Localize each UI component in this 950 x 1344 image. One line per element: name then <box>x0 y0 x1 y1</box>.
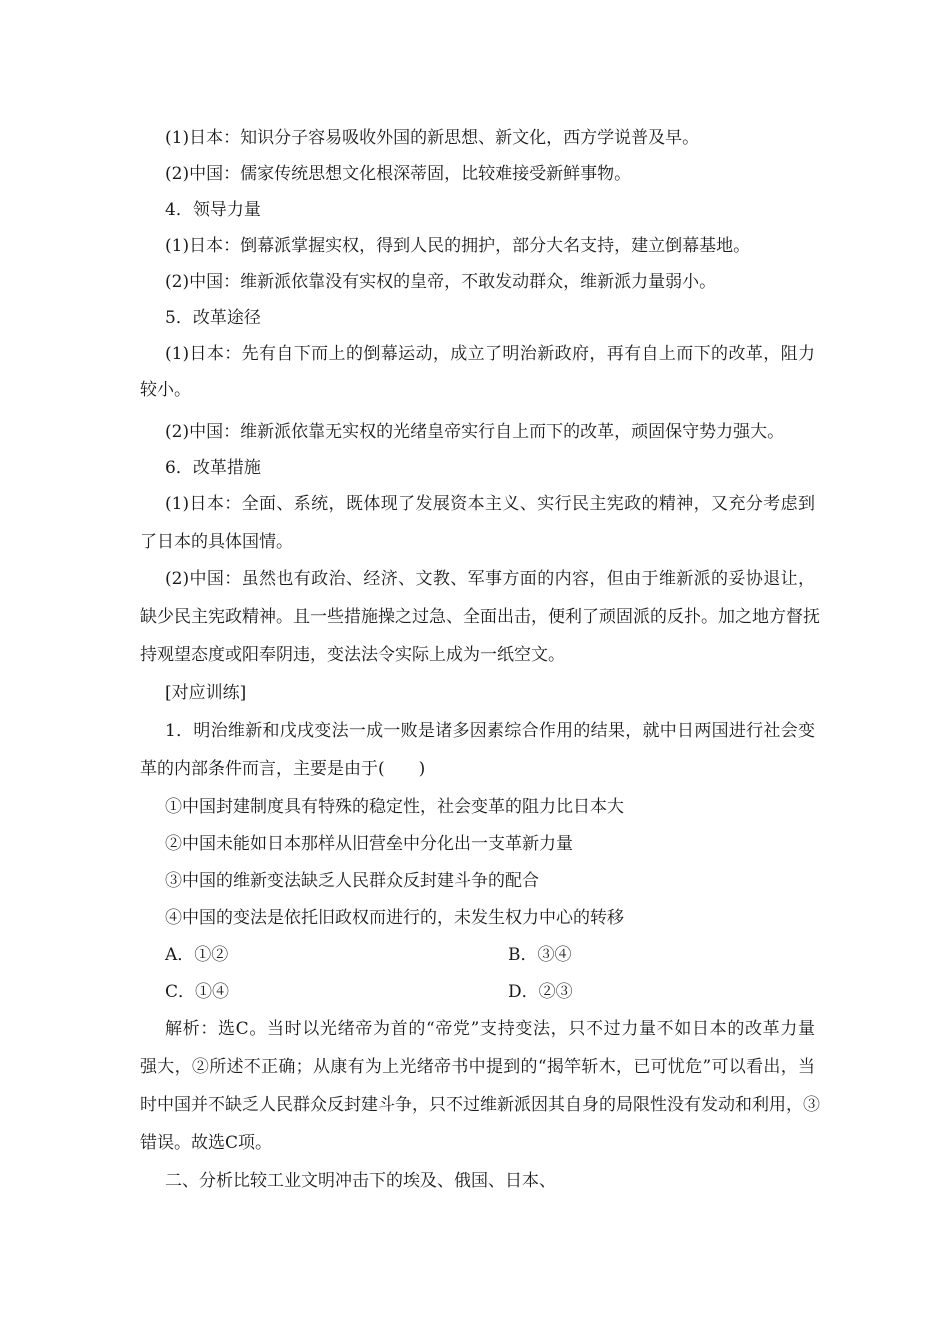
option-c: C．①④ <box>165 982 230 1002</box>
option-a: A．①② <box>165 945 229 965</box>
question-statement-2: ②中国未能如日本那样从旧营垒中分化出一支革新力量 <box>165 834 573 854</box>
paragraph-japan-measures-line1: (1)日本：全面、系统，既体现了发展资本主义、实行民主宪政的精神，又充分考虑到 <box>165 494 815 514</box>
question-statement-3: ③中国的维新变法缺乏人民群众反封建斗争的配合 <box>165 871 539 891</box>
paragraph-japan-leadership: (1)日本：倒幕派掌握实权，得到人民的拥护，部分大名支持，建立倒幕基地。 <box>165 236 751 256</box>
section-heading-reform-path: 5．改革途径 <box>165 308 261 328</box>
exercise-heading: [对应训练] <box>165 683 247 703</box>
section-heading-two: 二、分析比较工业文明冲击下的埃及、俄国、日本、 <box>165 1171 556 1191</box>
paragraph-japan-path-line1: (1)日本：先有自下而上的倒幕运动，成立了明治新政府，再有自上而下的改革，阻力 <box>165 344 815 364</box>
answer-explanation-line1: 解析：选C。当时以光绪帝为首的“帝党”支持变法，只不过力量不如日本的改革力量 <box>165 1019 815 1039</box>
paragraph-japan-measures-line2: 了日本的具体国情。 <box>140 532 293 552</box>
paragraph-china-culture: (2)中国：儒家传统思想文化根深蒂固，比较难接受新鲜事物。 <box>165 164 632 184</box>
paragraph-china-measures-line1: (2)中国：虽然也有政治、经济、文教、军事方面的内容，但由于维新派的妥协退让， <box>165 569 815 589</box>
question-statement-1: ①中国封建制度具有特殊的稳定性，社会变革的阻力比日本大 <box>165 797 624 817</box>
paragraph-china-leadership: (2)中国：维新派依靠没有实权的皇帝，不敢发动群众，维新派力量弱小。 <box>165 272 717 292</box>
option-d: D．②③ <box>508 982 573 1002</box>
paragraph-china-measures-line3: 持观望态度或阳奉阴违，变法法令实际上成为一纸空文。 <box>140 645 565 665</box>
paragraph-japan-path-line2: 较小。 <box>140 380 191 400</box>
paragraph-china-measures-line2: 缺少民主宪政精神。且一些措施操之过急、全面出击，便利了顽固派的反扑。加之地方督抚 <box>140 607 820 627</box>
section-heading-leadership: 4．领导力量 <box>165 200 261 220</box>
section-heading-reform-measures: 6．改革措施 <box>165 458 261 478</box>
paragraph-japan-culture: (1)日本：知识分子容易吸收外国的新思想、新文化，西方学说普及早。 <box>165 128 700 148</box>
option-b: B．③④ <box>508 945 572 965</box>
question-stem-line2: 革的内部条件而言，主要是由于( ) <box>140 759 426 779</box>
question-statement-4: ④中国的变法是依托旧政权而进行的，未发生权力中心的转移 <box>165 908 624 928</box>
answer-explanation-line4: 错误。故选C项。 <box>140 1133 273 1153</box>
paragraph-china-path: (2)中国：维新派依靠无实权的光绪皇帝实行自上而下的改革，顽固保守势力强大。 <box>165 422 785 442</box>
question-stem-line1: 1．明治维新和戊戌变法一成一败是诸多因素综合作用的结果，就中日两国进行社会变 <box>165 721 815 741</box>
answer-explanation-line2: 强大，②所述不正确；从康有为上光绪帝书中提到的“揭竿斩木，已可忧危”可以看出，当 <box>140 1057 815 1077</box>
answer-explanation-line3: 时中国并不缺乏人民群众反封建斗争，只不过维新派因其自身的局限性没有发动和利用，③ <box>140 1095 820 1115</box>
